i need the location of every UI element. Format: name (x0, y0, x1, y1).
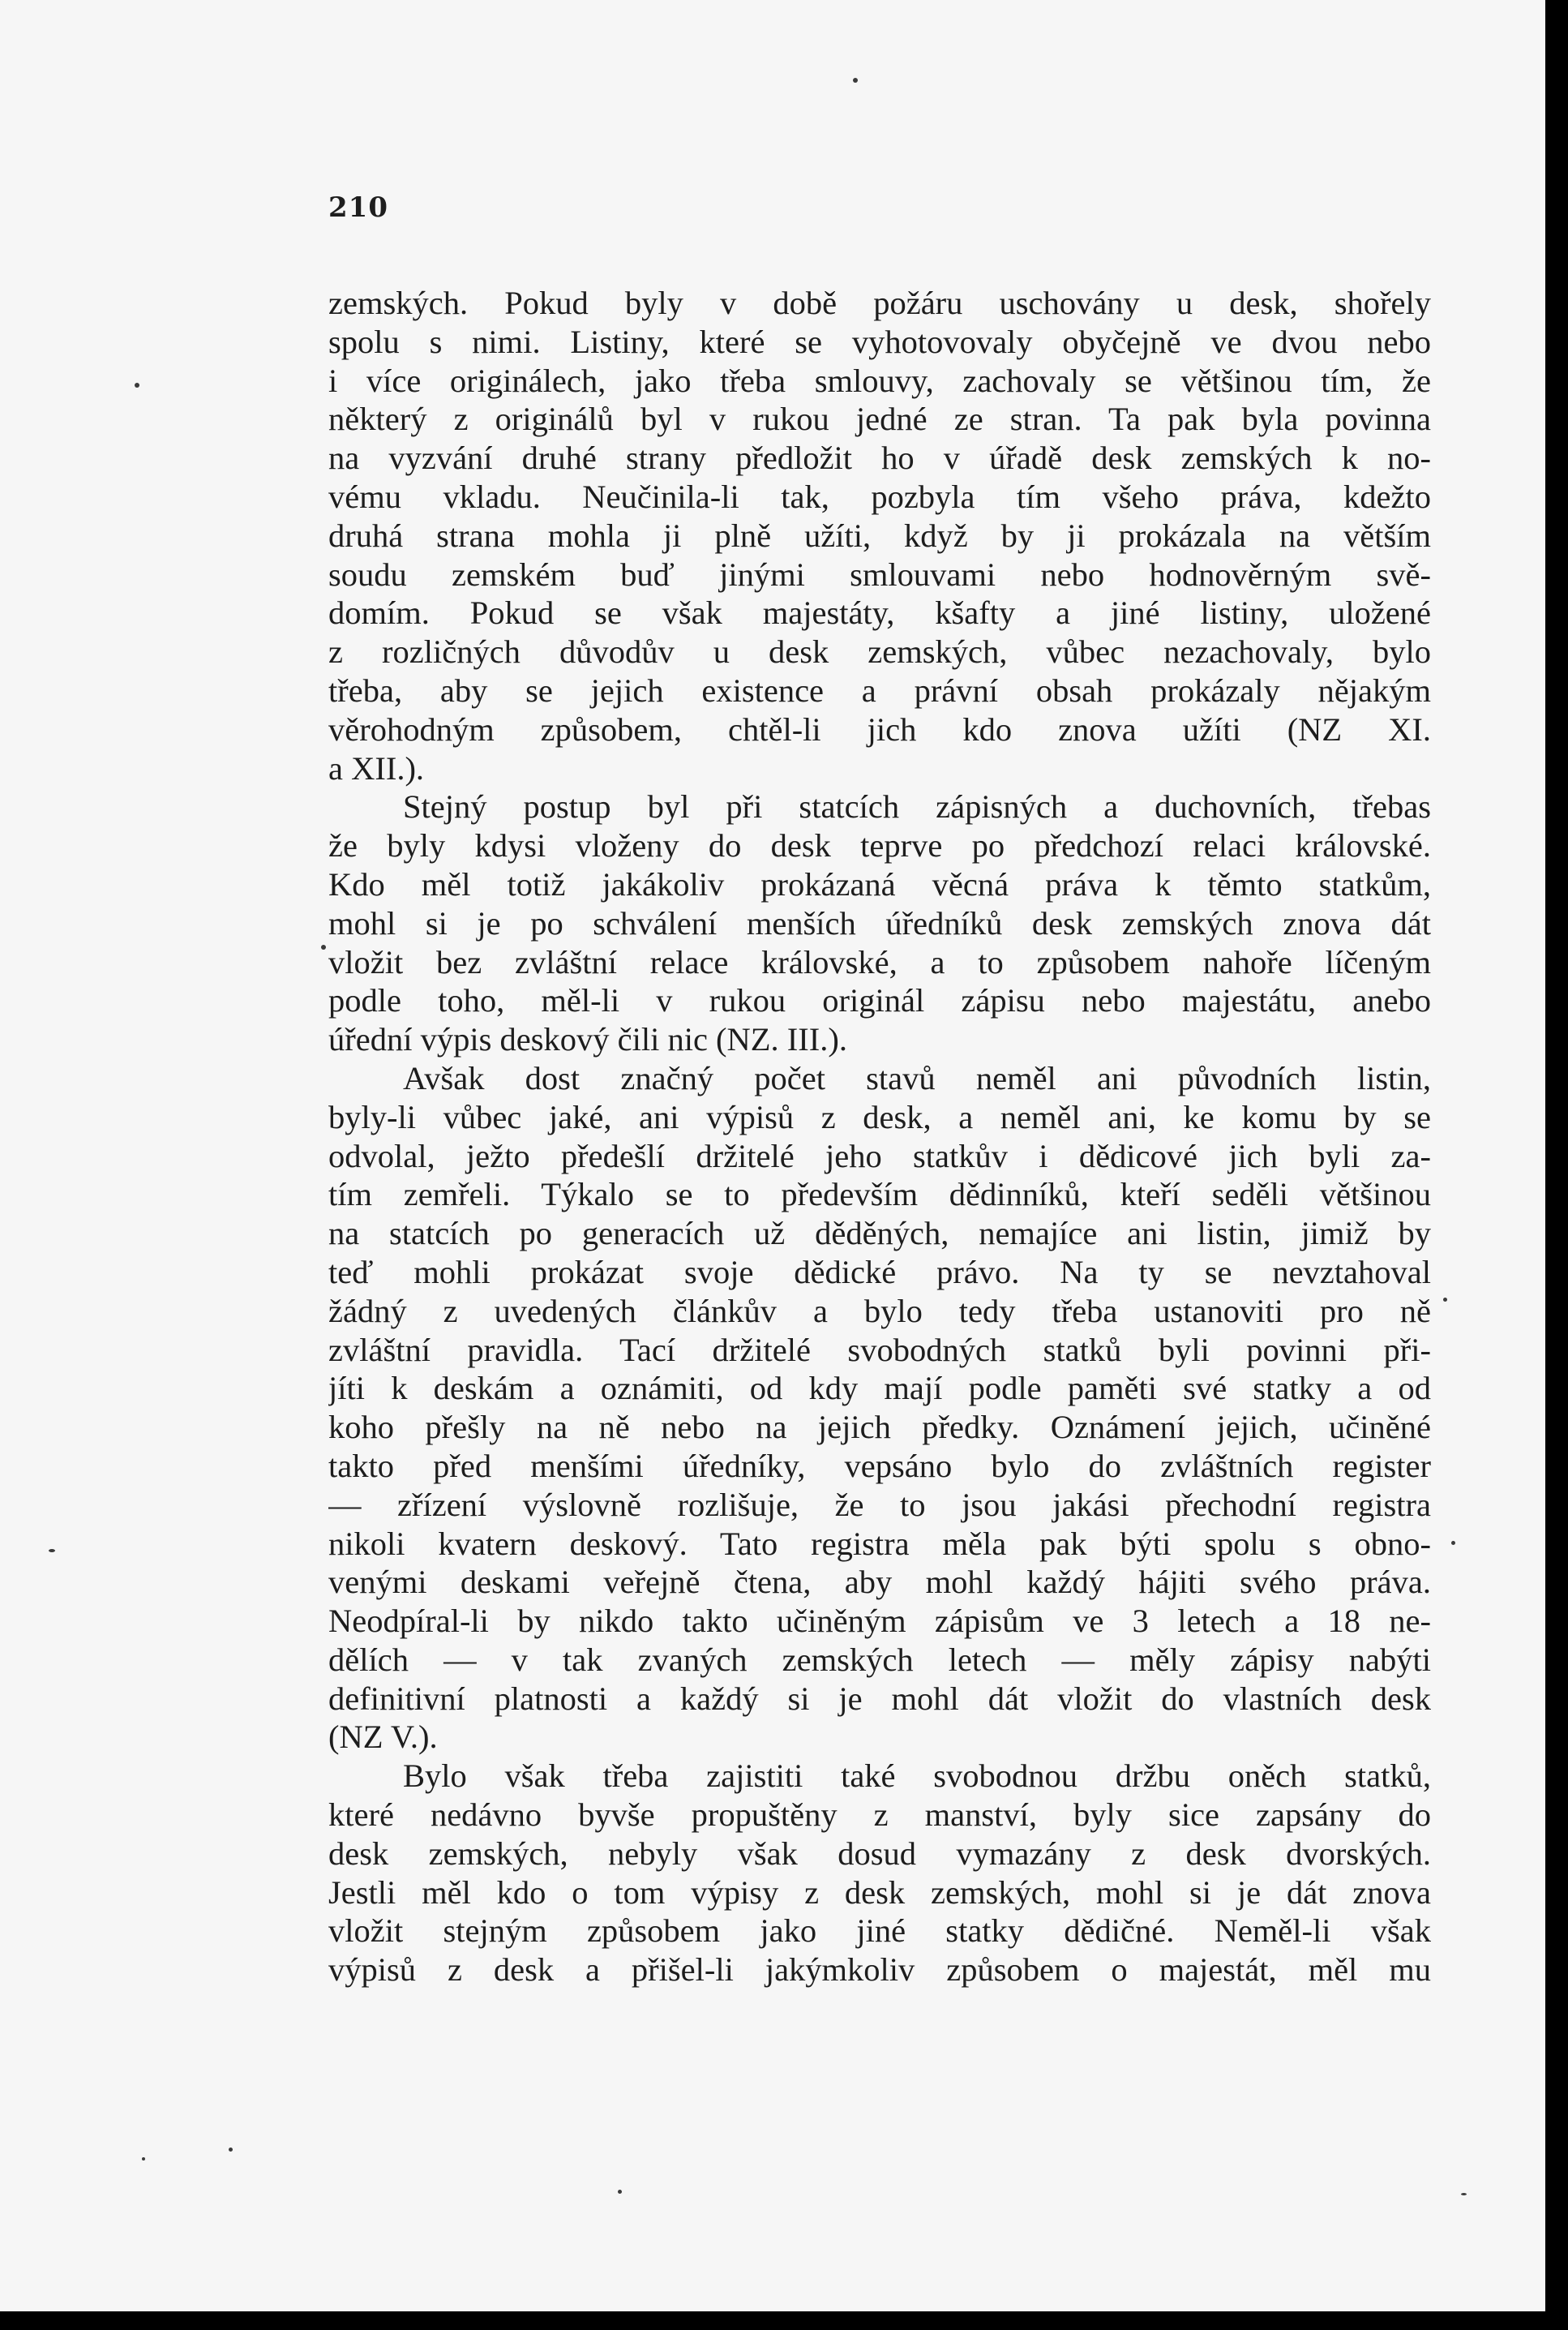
text-line: podle toho, měl-li v rukou originál zápisu nebo majestátu, anebo (328, 982, 1431, 1019)
text-line: odvolal, ježto předešlí držitelé jeho statkův i dědicové jich byli za- (328, 1137, 1431, 1174)
text-line: — zřízení výslovně rozlišuje, že to jsou jakási přechodní registra (328, 1486, 1431, 1523)
text-line: jíti k deskám a oznámiti, od kdy mají podle paměti své statky a od (328, 1370, 1431, 1407)
scan-speck (49, 1549, 55, 1552)
text-line: výpisů z desk a přišel-li jakýmkoliv způsobem o majestát, měl mu (328, 1951, 1431, 1989)
text-line: zemských. Pokud byly v době požáru uschovány u desk, shořely (328, 285, 1431, 321)
text-line: žádný z uvedených článkův a bylo tedy třeba ustanoviti pro ně (328, 1292, 1431, 1329)
scan-speck (135, 383, 139, 388)
text-line: spolu s nimi. Listiny, které se vyhotovovaly obyčejně ve dvou nebo (328, 323, 1431, 360)
body-text (328, 284, 1431, 1989)
text-line: soudu zemském buď jinými smlouvami nebo hodnověrným svě- (328, 556, 1431, 593)
text-line: Stejný postup byl při statcích zápisných a duchovních, třebas (403, 788, 1431, 826)
text-line: úřední výpis deskový čili nic (NZ. III.). (328, 1021, 847, 1058)
scan-speck (1461, 2193, 1467, 2195)
text-line: Jestli měl kdo o tom výpisy z desk zemských, mohl si je dát znova (328, 1873, 1431, 1911)
scan-speck (853, 78, 858, 83)
text-line: které nedávno byvše propuštěny z manství, byly sice zapsány do (328, 1796, 1431, 1834)
text-line: i více originálech, jako třeba smlouvy, zachovaly se většinou tím, že (328, 362, 1431, 399)
text-line: třeba, aby se jejich existence a právní obsah prokázaly nějakým (328, 672, 1431, 709)
scan-speck (229, 2148, 233, 2152)
scan-speck (1443, 1298, 1447, 1302)
text-line: byly-li vůbec jaké, ani výpisů z desk, a neměl ani, ke komu by se (328, 1098, 1431, 1135)
text-line: vložit bez zvláštní relace královské, a to způsobem nahoře líčeným (328, 943, 1431, 980)
scan-speck (142, 2157, 145, 2161)
text-line: a XII.). (328, 749, 425, 787)
text-line: tím zemřeli. Týkalo se to především dědinníků, kteří seděli většinou (328, 1176, 1431, 1213)
text-line: domím. Pokud se však majestáty, kšafty a jiné listiny, uložené (328, 594, 1431, 632)
scan-speck (321, 945, 326, 950)
text-line: Avšak dost značný počet stavů neměl ani původních listin, (403, 1059, 1431, 1096)
text-line: koho přešly na ně nebo na jejich předky. Oznámení jejich, učiněné (328, 1409, 1431, 1446)
text-line: některý z originálů byl v rukou jedné ze stran. Ta pak byla povinna (328, 401, 1431, 438)
text-line: venými deskami veřejně čtena, aby mohl každý hájiti svého práva. (328, 1564, 1431, 1601)
scan-speck (618, 2190, 622, 2194)
page-number: 210 (328, 191, 388, 224)
text-line: teď mohli prokázat svoje dědické právo. Na ty se nevztahoval (328, 1253, 1431, 1290)
text-line: druhá strana mohla ji plně užíti, když by ji prokázala na větším (328, 517, 1431, 554)
text-line: mohl si je po schválení menších úředníků desk zemských znova dát (328, 904, 1431, 942)
text-line: zvláštní pravidla. Tací držitelé svobodných statků byli povinni při- (328, 1331, 1431, 1368)
text-line: definitivní platnosti a každý si je mohl dát vložit do vlastních desk (328, 1680, 1431, 1717)
text-line: vložit stejným způsobem jako jiné statky dědičné. Neměl-li však (328, 1912, 1431, 1950)
text-line: Kdo měl totiž jakákoliv prokázaná věcná práva k těmto statkům, (328, 865, 1431, 903)
text-line: na statcích po generacích už děděných, nemajíce ani listin, jimiž by (328, 1215, 1431, 1252)
text-line: věrohodným způsobem, chtěl-li jich kdo znova užíti (NZ XI. (328, 710, 1431, 748)
text-line: vému vkladu. Neučinila-li tak, pozbyla tím všeho práva, kdežto (328, 478, 1431, 515)
text-line: z rozličných důvodův u desk zemských, vůbec nezachovaly, bylo (328, 633, 1431, 671)
text-line: (NZ V.). (328, 1719, 438, 1756)
text-line: Bylo však třeba zajistiti také svobodnou držbu oněch statků, (403, 1757, 1431, 1795)
scan-border-right (1545, 0, 1568, 2330)
text-line: Neodpíral-li by nikdo takto učiněným zápisům ve 3 letech a 18 ne- (328, 1603, 1431, 1640)
text-line: dělích — v tak zvaných zemských letech — měly zápisy nabýti (328, 1641, 1431, 1678)
text-line: nikoli kvatern deskový. Tato registra měla pak býti spolu s obno- (328, 1525, 1431, 1562)
text-line: takto před menšími úředníky, vepsáno bylo do zvláštních register (328, 1447, 1431, 1484)
text-line: na vyzvání druhé strany předložit ho v úřadě desk zemských k no- (328, 440, 1431, 477)
scan-border-bottom (0, 2311, 1568, 2330)
scan-speck (1451, 1541, 1455, 1545)
text-line: desk zemských, nebyly však dosud vymazány z desk dvorských. (328, 1834, 1431, 1872)
text-line: že byly kdysi vloženy do desk teprve po předchozí relaci královské. (328, 827, 1431, 865)
